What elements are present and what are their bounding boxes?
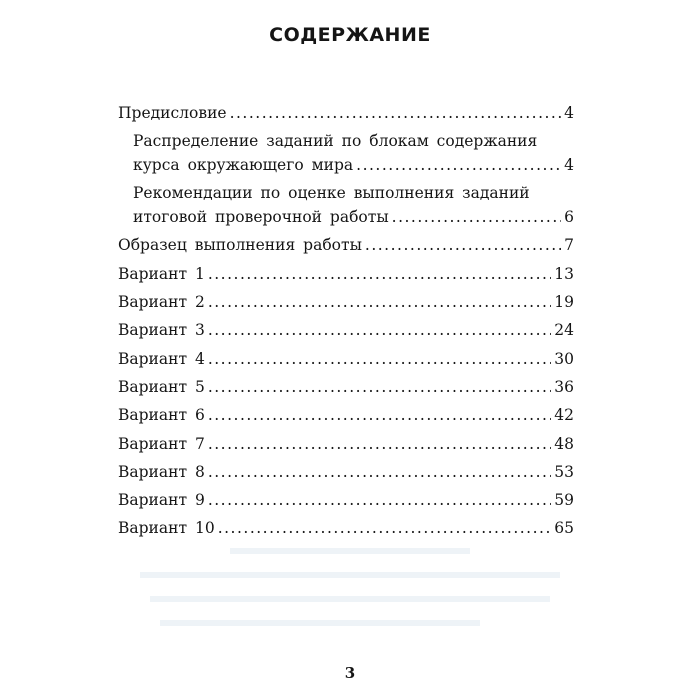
dot-leader bbox=[218, 518, 552, 538]
toc-entry-variant-5[interactable] bbox=[118, 377, 574, 397]
toc-entry-title: Вариант 3 bbox=[118, 321, 205, 339]
toc-entry-variant-1[interactable] bbox=[118, 264, 574, 284]
toc-entry-distribution[interactable] bbox=[133, 155, 574, 175]
toc-entry-page: 53 bbox=[554, 463, 574, 481]
toc-entry-page: 30 bbox=[554, 350, 574, 368]
dot-leader bbox=[208, 292, 551, 312]
toc-entry-page: 19 bbox=[554, 293, 574, 311]
dot-leader bbox=[208, 320, 551, 340]
dot-leader bbox=[208, 349, 551, 369]
page-title: СОДЕРЖАНИЕ bbox=[269, 24, 431, 46]
page-number: 3 bbox=[344, 664, 356, 682]
toc-entry-title: Вариант 9 bbox=[118, 491, 205, 509]
toc-entry-sample[interactable] bbox=[118, 235, 574, 255]
toc-entry-page: 7 bbox=[564, 236, 574, 254]
toc-entry-title: Вариант 10 bbox=[118, 519, 215, 537]
dot-leader bbox=[208, 377, 551, 397]
toc-entry-variant-7[interactable] bbox=[118, 434, 574, 454]
toc-entry-title: Вариант 1 bbox=[118, 265, 205, 283]
toc-entry-title: Вариант 7 bbox=[118, 435, 205, 453]
toc-entry-title: Вариант 2 bbox=[118, 293, 205, 311]
toc-entry-recommendations[interactable] bbox=[133, 207, 574, 227]
toc-entry-page: 59 bbox=[554, 491, 574, 509]
toc-entry-variant-8[interactable] bbox=[118, 462, 574, 482]
toc-entry-variant-3[interactable] bbox=[118, 320, 574, 340]
toc-entry-variant-10[interactable] bbox=[118, 518, 574, 538]
dot-leader bbox=[392, 207, 561, 227]
toc-entry-page: 13 bbox=[554, 265, 574, 283]
toc-entry-title: Образец выполнения работы bbox=[118, 236, 362, 254]
toc-entry-variant-6[interactable] bbox=[118, 405, 574, 425]
dot-leader bbox=[356, 155, 561, 175]
toc-entry-title: Вариант 4 bbox=[118, 350, 205, 368]
dot-leader bbox=[230, 103, 562, 123]
toc-entry-title: Вариант 8 bbox=[118, 463, 205, 481]
toc-entry-page: 36 bbox=[554, 378, 574, 396]
toc-entry-variant-9[interactable] bbox=[118, 490, 574, 510]
toc-entry-page: 48 bbox=[554, 435, 574, 453]
dot-leader bbox=[208, 434, 551, 454]
toc-entry-page: 24 bbox=[554, 321, 574, 339]
dot-leader bbox=[208, 264, 551, 284]
toc-entry-distribution-line1: Распределение заданий по блокам содержания bbox=[133, 132, 538, 150]
toc-entry-page: 6 bbox=[564, 208, 574, 226]
dot-leader bbox=[208, 405, 551, 425]
toc-entry-page: 4 bbox=[564, 104, 574, 122]
toc-entry-title: Вариант 6 bbox=[118, 406, 205, 424]
toc-entry-title: курса окружающего мира bbox=[133, 156, 354, 174]
toc-entry-preface[interactable] bbox=[118, 103, 574, 123]
toc-entry-recommendations-line1: Рекомендации по оценке выполнения заданий bbox=[133, 184, 530, 202]
toc-entry-title: итоговой проверочной работы bbox=[133, 208, 389, 226]
toc-entry-page: 42 bbox=[554, 406, 574, 424]
toc-entry-page: 4 bbox=[564, 156, 574, 174]
toc-entry-page: 65 bbox=[554, 519, 574, 537]
toc-entry-title: Вариант 5 bbox=[118, 378, 205, 396]
dot-leader bbox=[208, 462, 551, 482]
dot-leader bbox=[208, 490, 551, 510]
toc-entry-variant-4[interactable] bbox=[118, 349, 574, 369]
dot-leader bbox=[365, 235, 561, 255]
toc-entry-variant-2[interactable] bbox=[118, 292, 574, 312]
toc-entry-title: Предисловие bbox=[118, 104, 227, 122]
